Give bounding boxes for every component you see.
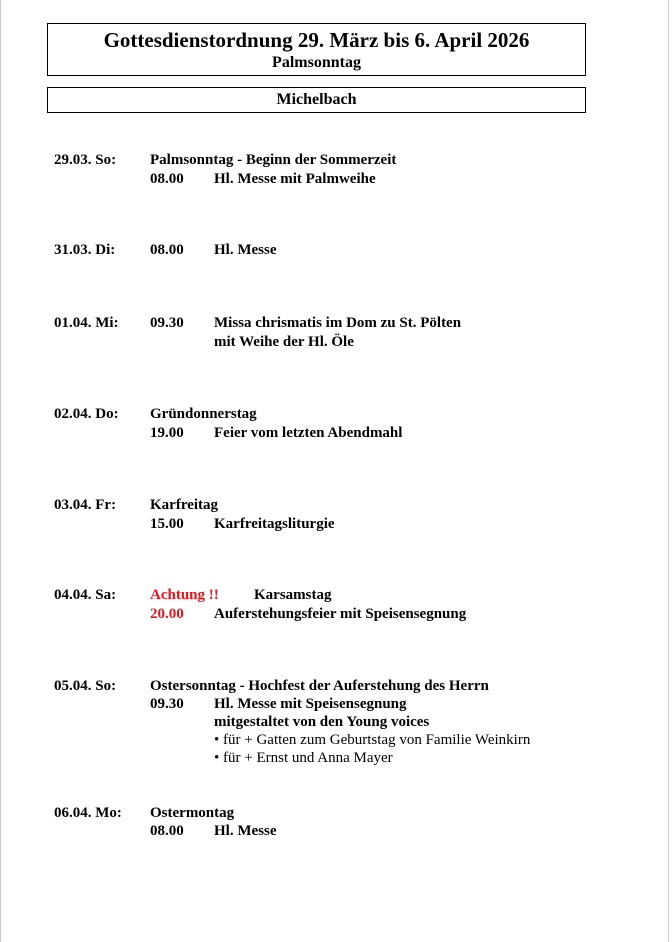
entry-time: 09.30 [150, 696, 184, 712]
entry-description: Feier vom letzten Abendmahl [214, 425, 403, 441]
entry-time: 08.00 [150, 171, 184, 187]
entry-description: Auferstehungsfeier mit Speisensegnung [214, 606, 467, 622]
entry-date: 29.03. So: [54, 152, 117, 168]
entry-time: 19.00 [150, 425, 184, 441]
entry-description: Karfreitagsliturgie [214, 516, 335, 532]
page-subtitle: Palmsonntag [272, 54, 361, 71]
entry-heading: Ostersonntag - Hochfest der Auferstehung des Herrn [150, 678, 489, 694]
title-box [47, 23, 586, 76]
entry-date: 04.04. Sa: [54, 587, 117, 603]
entry-heading: Karfreitag [150, 497, 219, 513]
entry-time: 09.30 [150, 315, 184, 331]
entry-description: Hl. Messe [214, 823, 277, 839]
entry-description: Hl. Messe mit Speisensegnung [214, 696, 407, 712]
entry-date: 31.03. Di: [54, 242, 116, 258]
entry-description-line2: mitgestaltet von den Young voices [214, 714, 430, 730]
entry-heading: Karsamstag [254, 587, 332, 603]
entry-description: Missa chrismatis im Dom zu St. Pölten [214, 315, 462, 331]
entry-date: 02.04. Do: [54, 406, 119, 422]
entry-time: 08.00 [150, 242, 184, 258]
entry-time: 20.00 [150, 606, 184, 622]
entry-date: 05.04. So: [54, 678, 117, 694]
entry-description: Hl. Messe [214, 242, 277, 258]
entry-description-line2: mit Weihe der Hl. Öle [214, 334, 354, 350]
mass-intention: • für + Gatten zum Geburtstag von Familie Weinkirn [214, 732, 531, 748]
entry-time: 15.00 [150, 516, 184, 532]
entry-heading: Palmsonntag - Beginn der Sommerzeit [150, 152, 397, 168]
entry-heading: Gründonnerstag [150, 406, 257, 422]
warning-label: Achtung !! [150, 587, 219, 603]
parish-name: Michelbach [47, 87, 586, 113]
page-title: Gottesdienstordnung 29. März bis 6. April 2026 [103, 28, 530, 52]
entry-date: 06.04. Mo: [54, 805, 122, 821]
mass-intention: • für + Ernst und Anna Mayer [214, 750, 393, 766]
entry-date: 03.04. Fr: [54, 497, 117, 513]
entry-time: 08.00 [150, 823, 184, 839]
page-edge-right [668, 0, 669, 942]
entry-description: Hl. Messe mit Palmweihe [214, 171, 376, 187]
entry-date: 01.04. Mi: [54, 315, 119, 331]
page-edge-left [0, 0, 1, 942]
entry-heading: Ostermontag [150, 805, 235, 821]
